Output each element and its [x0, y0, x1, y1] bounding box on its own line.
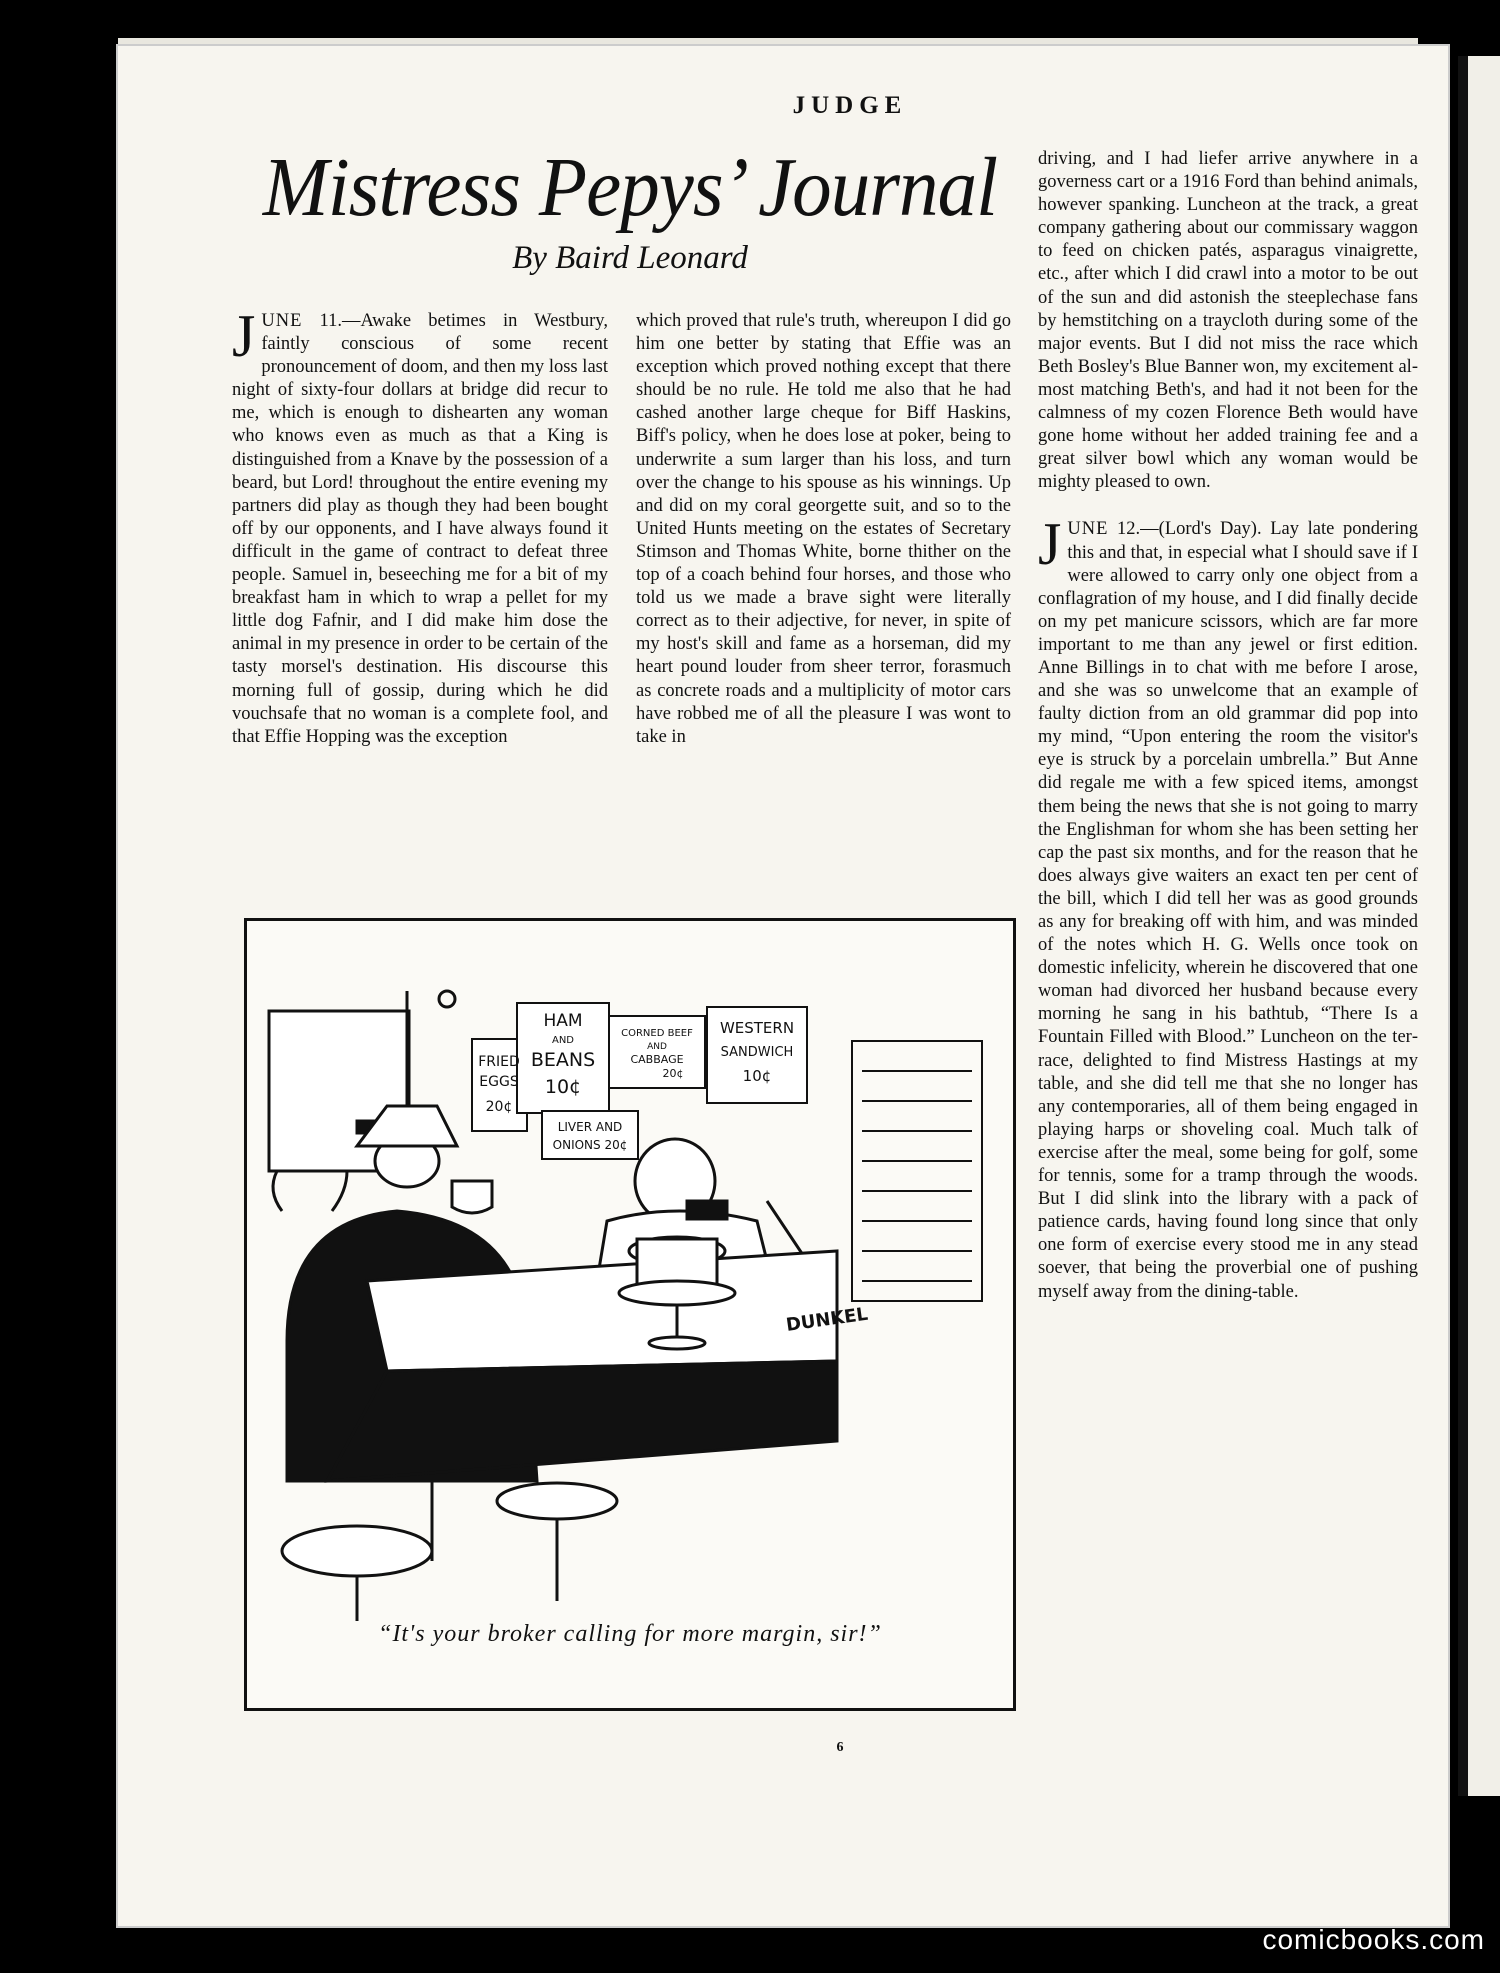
sign-text: AND	[647, 1042, 667, 1052]
sign-text: WESTERN	[719, 1019, 795, 1037]
sign-text: ONIONS 20¢	[552, 1138, 628, 1152]
drop-cap: J	[1038, 511, 1062, 578]
article-column-3	[1038, 148, 1418, 1304]
sign-text: AND	[551, 1035, 575, 1046]
adjacent-page-strip	[1458, 56, 1500, 1796]
sign-text: CORNED BEEF	[621, 1028, 693, 1039]
column-text: which proved that rule's truth, whereupon I did go him one better by stating that Effie was an exception which proved nothing except that there should be no rule. He told me also that he had cashed another large cheque for Biff Haskins, Biff's policy, when he does lose at poker, being to underwrite a sum larger than his loss, and turn over the change to his spouse as his winnings. Up and did on my coral georgette suit, and so to the United Hunts meeting on the estates of Secretary Stimson and Thomas White, borne thither on the top of a coach behind four horses, and those who told us we made a brave sight were literally correct as to their adjective, for never, in spite of my host's skill and fame as a horseman, did my heart pound louder from sheer terror, forasmuch as concrete roads and a multiplicity of motor cars have robbed me of all the pleasure I was wont to take in	[636, 311, 1011, 747]
stool	[282, 1483, 617, 1621]
sign-text: CABBAGE	[630, 1053, 684, 1066]
lead-in: UNE	[1067, 519, 1109, 540]
sign-text: 10¢	[544, 1076, 582, 1098]
lunch-counter	[327, 1251, 837, 1481]
drop-cap: J	[232, 303, 256, 369]
sign-text: FRIED	[478, 1054, 520, 1070]
masthead: JUDGE	[792, 92, 908, 119]
byline: By Baird Leonard	[512, 240, 748, 276]
lead-in: UNE	[261, 311, 303, 331]
article-column-1	[232, 303, 608, 749]
sign-text: 10¢	[742, 1067, 772, 1085]
sign-text: LIVER AND	[557, 1120, 623, 1134]
article-title: Mistress Pepys’ Journal	[262, 141, 998, 234]
sign-text: EGGS	[479, 1074, 519, 1090]
page-number: 6	[836, 1740, 844, 1755]
article-column-2	[636, 310, 1011, 749]
watermark: comicbooks.com	[1262, 1924, 1485, 1955]
column-text: 11.—Awake betimes in Westbury, faintly conscious of some recent pronouncement of doom, and then my loss last night of sixty-four dollars at bridge did recur to me, which is enough to dishearten any woman who knows even as much as that a King is distinguished from a Knave by the possession of a beard, but Lord! throughout the entire evening my partners did play as though they had been bought off by our opponents, and I have always found it difficult in the game of contract to defeat three people. Samuel in, beseeching me for a bit of my breakfast ham in which to wrap a pellet for my little dog Fafnir, and I did make him dose the animal in my presence in order to be certain of the tasty morsel's destination. His discourse this morning full of gossip, during which he did vouchsafe that no woman is a complete fool, and that Effie Hopping was the exception	[232, 311, 608, 747]
artist-signature: DUNKEL	[784, 1303, 870, 1336]
column-text: 12.—(Lord's Day). Lay late pondering this and that, in especial what I should save if I were allowed to carry only one object from a conflagration of my house, and I did finally decide on my pet manicure scissors, which are far more important to me than any jewel or first edition. Anne Billings in to chat with me before I arose, and she was so unwelcome that an example of faulty diction from an old grammar did pop into my mind, “Upon entering the room the visitor's eye is struck by a porcelain umbrella.” But Anne did regale me with a few spiced items, amongst them being the news that she is not going to marry the Englishman for whom she has been setting her cap the past six months, and for the reason that he does always give waiters an exact ten per cent of the bill, which I did tell her was as good grounds as any for breaking off with him, and was minded of the notes which H. G. Wells once took on domestic infelicity, wherein he discovered that one woman had divorced her husband because every morning he sang in his bathtub, “There Is a Fountain Filled with Blood.” Luncheon on the terrace, delighted to find Mistress Hastings at my table, and she did tell me that she no longer has any contemporaries, all of them being engaged in playing harps or shoveling coal. Much talk of exercise after the meal, some being for golf, some for tennis, some for a tramp through the woods. But I did slink into the library with a pack of patience cards, having found long since that only one form of exercise every stood me in any stead soever, that being the proverbial one of pushing myself away from the dining-table.	[1038, 519, 1418, 1302]
sign-text: 20¢	[662, 1067, 684, 1080]
plate-rack	[852, 1041, 982, 1301]
sign-text: HAM	[543, 1011, 583, 1031]
column-text: driving, and I had liefer arrive anywhere in a governess cart or a 1916 Ford than behind animals, however spanking. Luncheon at the track, a great company gathering about our commissary waggon to feed on chicken patés, asparagus vinaigrette, etc., after which I did crawl into a motor to be out of the sun and did astonish the steeplechase fans by hemstitching on a traycloth during some of the major events. But I did not miss the race which Beth Bosley's Blue Banner won, my excitement almost matching Beth's, and had it not been for the calmness of my cozen Florence Beth would have gone home without her added training fee and a great silver bowl which any woman would be mighty pleased to own.	[1038, 149, 1418, 493]
sign-text: 20¢	[485, 1099, 513, 1115]
sign-text: SANDWICH	[720, 1045, 794, 1060]
menu-sign-corned-beef	[609, 1016, 705, 1088]
cartoon-caption: “It's your broker calling for more margin, sir!”	[378, 1621, 882, 1647]
cartoon-illustration	[247, 921, 1013, 1708]
sign-text: BEANS	[530, 1049, 596, 1071]
cartoon	[244, 918, 1016, 1711]
